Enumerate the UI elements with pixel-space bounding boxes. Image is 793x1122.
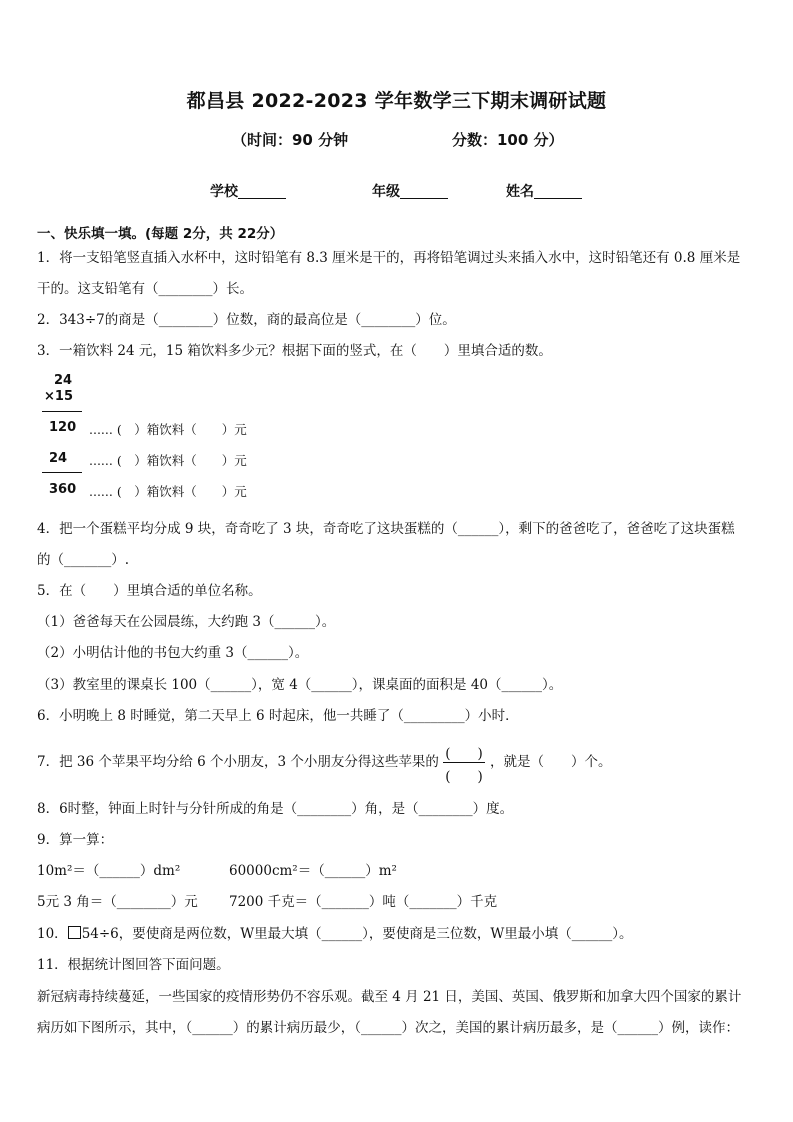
vertical-multiplier: ×15 [44, 389, 73, 404]
q7-after: ，就是（ ）个。 [490, 754, 612, 770]
vertical-row-3-desc: ...... ( ）箱饮料（ ）元 [89, 484, 247, 499]
q7-fraction-bottom: ( ) [445, 769, 483, 785]
grade-blank[interactable] [400, 184, 448, 199]
q10-text: 54÷6，要使商是两位数，W里最大填（______），要使商是三位数，W里最小填（______）。 [81, 926, 633, 942]
vertical-row-3-num: 360 [49, 482, 77, 497]
q5-sub3: （3）教室里的课桌长 100（______），宽 4（______），课桌面的面积是 40（______）。 [37, 677, 563, 693]
name-label: 姓名 [506, 184, 534, 200]
grade-label: 年级 [372, 184, 400, 200]
vertical-row-2-desc: ...... ( ）箱饮料（ ）元 [89, 453, 247, 468]
vertical-row-2-num: 24 [49, 451, 68, 466]
q7-fraction-bar [443, 762, 485, 763]
q11-line2: 病历如下图所示，其中，（______）的累计病历最少，（______）次之，美国的累计病历最多，是（______）例，读作： [37, 1020, 739, 1036]
vertical-row-1-num: 120 [49, 420, 77, 435]
q6: 6．小明晚上 8 时睡觉，第二天早上 6 时起床，他一共睡了（_________）小时． [37, 708, 519, 724]
q4-line1: 4．把一个蛋糕平均分成 9 块，奇奇吃了 3 块，奇奇吃了这块蛋糕的（______），剩下的爸爸吃了，爸爸吃了这块蛋糕 [37, 521, 735, 537]
q11-text: 11．根据统计图回答下面问题。 [37, 957, 230, 973]
q9-text: 9．算一算： [37, 832, 114, 848]
q9-d: 7200 千克＝（_______）吨（_______）千克 [229, 894, 498, 910]
page-title: 都昌县 2022-2023 学年数学三下期末调研试题 [186, 90, 607, 112]
vertical-rule-2 [42, 472, 82, 473]
q2: 2．343÷7的商是（________）位数，商的最高位是（________）位。 [37, 312, 456, 328]
blank-square-icon [68, 926, 81, 939]
q8: 8．6时整，钟面上时针与分针所成的角是（________）角，是（________）度。 [37, 801, 514, 817]
school-label: 学校 [210, 184, 238, 200]
q5-sub1: （1）爸爸每天在公园晨练，大约跑 3（______）。 [37, 614, 336, 630]
exam-score: 分数：100 分） [452, 131, 564, 149]
q11-line1: 新冠病毒持续蔓延，一些国家的疫情形势仍不容乐观。截至 4 月 21 日，美国、英国、俄罗斯和加拿大四个国家的累计 [37, 989, 742, 1005]
q9-c: 5元 3 角＝（________）元 [37, 894, 198, 910]
vertical-multiplicand: 24 [54, 373, 73, 388]
q9-a: 10m²＝（______）dm² [37, 863, 181, 879]
name-blank[interactable] [534, 184, 582, 199]
q7-before: 7．把 36 个苹果平均分给 6 个小朋友，3 个小朋友分得这些苹果的 [37, 754, 439, 770]
q10 [37, 925, 633, 943]
school-field[interactable] [210, 181, 286, 201]
section-heading: 一、快乐填一填。(每题 2分，共 22分） [37, 226, 284, 242]
q7-fraction-top: ( ) [445, 746, 483, 762]
q9-b: 60000cm²＝（______）m² [229, 863, 397, 879]
q1-line1: 1．将一支铅笔竖直插入水杯中，这时铅笔有 8.3 厘米是干的，再将铅笔调过头来插入水中，这时铅笔还有 0.8 厘米是 [37, 250, 741, 266]
exam-time: （时间：90 分钟 [232, 131, 349, 149]
grade-field[interactable] [372, 181, 448, 201]
q10-number: 10． [37, 926, 68, 942]
school-blank[interactable] [238, 184, 286, 199]
q5-sub2: （2）小明估计他的书包大约重 3（______）。 [37, 645, 309, 661]
q3-text: 3．一箱饮料 24 元，15 箱饮料多少元？根据下面的竖式，在（ ）里填合适的数。 [37, 343, 552, 359]
name-field[interactable] [506, 181, 582, 201]
vertical-row-1-desc: ...... ( ）箱饮料（ ）元 [89, 422, 247, 437]
q5-text: 5．在（ ）里填合适的单位名称。 [37, 583, 262, 599]
vertical-rule-1 [42, 411, 82, 412]
q4-line2: 的（_______）. [37, 552, 130, 568]
q1-line2: 干的。这支铅笔有（________）长。 [37, 281, 253, 297]
